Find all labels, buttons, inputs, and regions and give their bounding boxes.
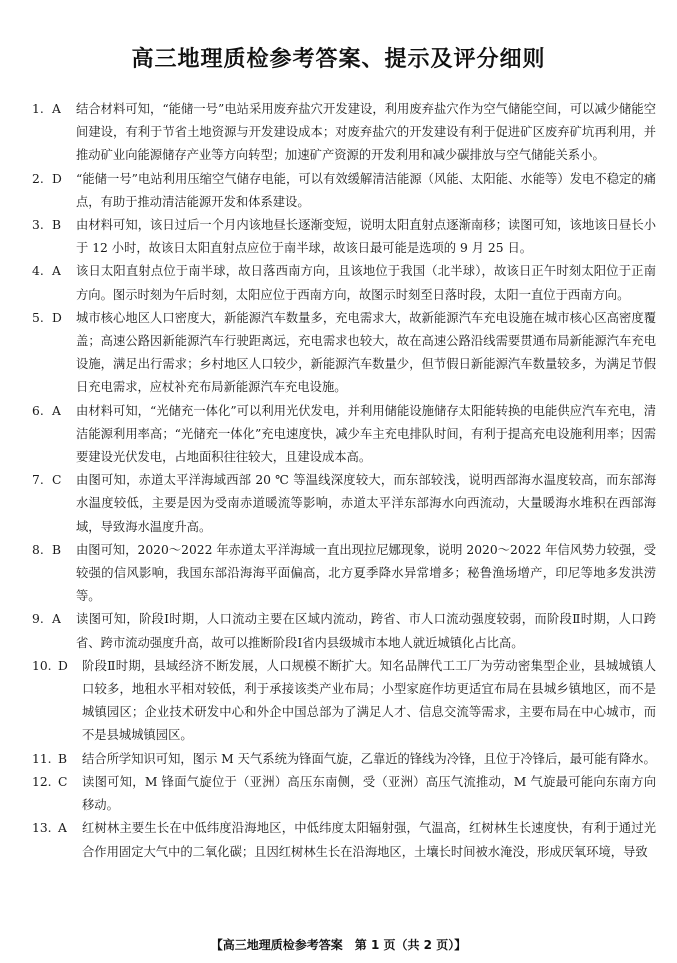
item-explanation: 由图可知，2020～2022 年赤道太平洋海域一直出现拉尼娜现象，说明 2020～2022 年信风势力较强，受较强的信风影响，我国东部沿海海平面偏高，北方夏季降水异常增多；秘鲁渔场增产，印尼等地多发洪涝等。: [76, 542, 656, 604]
item-explanation: “能储一号”电站利用压缩空气储存电能，可以有效缓解清洁能源（风能、太阳能、水能等）发电不稳定的痛点，有助于推动清洁能源开发和体系建设。: [76, 171, 656, 209]
answer-item-2: [32, 168, 656, 214]
item-number: 10.: [32, 658, 52, 673]
item-answer: A: [52, 612, 61, 627]
item-number: 4.: [32, 264, 44, 279]
item-number: 9.: [32, 612, 44, 627]
item-explanation: 阶段Ⅱ时期，县域经济不断发展，人口规模不断扩大。知名品牌代工工厂为劳动密集型企业，县城城镇人口较多，地租水平相对较低，利于承接该类产业布局；小型家庭作坊更适宜布局在县城乡镇地区，而不是城镇园区；企业技术研发中心和外企中国总部为了满足人才、信息交流等需求，主要布局在中心城市，而不是县城城镇园区。: [82, 658, 656, 743]
item-answer: D: [52, 310, 62, 325]
item-number: 1.: [32, 102, 44, 116]
answer-item-1: [32, 98, 656, 168]
answer-item-4: [32, 260, 656, 306]
item-answer: A: [52, 102, 61, 116]
item-answer: B: [58, 751, 68, 766]
answer-item-13: [32, 817, 656, 863]
answer-item-8: [32, 539, 656, 609]
item-answer: C: [52, 473, 62, 488]
item-explanation: 结合所学知识可知，图示 M 天气系统为锋面气旋，乙靠近的锋线为冷锋，且位于冷锋后，最可能有降水。: [82, 751, 656, 766]
item-explanation: 城市核心地区人口密度大，新能源汽车数量多，充电需求大，故新能源汽车充电设施在城市核心区高密度覆盖；高速公路因新能源汽车行驶距离远，充电需求也较大，故在高速公路沿线需要贯通布局新能源汽车充电设施，满足出行需求；乡村地区人口较少，新能源汽车数量少，但节假日新能源汽车数量较多，为满足节假日充电需求，应杖补充布局新能源汽车充电设施。: [76, 310, 656, 395]
item-explanation: 结合材料可知，“能储一号”电站采用废弃盐穴开发建设，利用废弃盐穴作为空气储能空间，可以减少储能空间建设，有利于节省土地资源与开发建设成本；对废弃盐穴的开发建设有利于促进矿区废弃矿坑再利用，并推动矿业向能源储存产业等方向转型；加速矿产资源的开发利用和减少碳排放与空气储能关系小。: [76, 102, 656, 163]
item-number: 11.: [32, 751, 52, 766]
item-explanation: 读图可知，阶段Ⅰ时期，人口流动主要在区域内流动，跨省、市人口流动强度较弱，而阶段Ⅱ时期，人口跨省、跨市流动强度升高，故可以推断阶段Ⅰ省内县级城市本地人就近城镇化占比高。: [76, 612, 656, 650]
page-footer: 【高三地理质检参考答案 第 1 页（共 2 页）】: [210, 938, 467, 952]
item-answer: D: [52, 171, 62, 186]
item-explanation: 由图可知，赤道太平洋海域西部 20 ℃ 等温线深度较大，而东部较浅，说明西部海水温度较高，而东部海水温度较低，主要是因为受南赤道暖流等影响，赤道太平洋东部海水向西流动，大量暖海水堆积在西部海域，导致海水温度升高。: [76, 473, 656, 534]
answer-item-7: [32, 469, 656, 539]
item-number: 8.: [32, 542, 44, 557]
item-answer: A: [58, 821, 67, 836]
page-title: 高三地理质检参考答案、提示及评分细则: [131, 47, 546, 72]
answer-list: [32, 98, 656, 864]
item-number: 13.: [32, 821, 52, 836]
answer-item-10: [32, 655, 656, 748]
item-number: 12.: [32, 774, 52, 789]
item-explanation: 由材料可知，“光储充一体化”可以利用光伏发电，并利用储能设施储存太阳能转换的电能供应汽车充电，清洁能源利用率高；“光储充一体化”充电速度快，减少车主充电排队时间，有利于提高充电设施利用率；因需要建设光伏发电，占地面积往往较大，且建设成本高。: [76, 403, 656, 465]
answer-item-12: [32, 771, 656, 817]
item-explanation: 读图可知，M 锋面气旋位于（亚洲）高压东南侧，受（亚洲）高压气流推动，M 气旋最可能向东南方向移动。: [82, 774, 656, 813]
item-number: 3.: [32, 218, 44, 233]
item-answer: D: [58, 658, 68, 673]
item-explanation: 该日太阳直射点位于南半球，故日落西南方向，且该地位于我国（北半球），故该日正午时刻太阳位于正南方向。图示时刻为午后时刻，太阳应位于西南方向，故图示时刻至日落时段，太阳一直位于西南方向。: [76, 264, 656, 302]
item-answer: B: [52, 218, 62, 233]
answer-item-3: [32, 214, 656, 260]
item-number: 2.: [32, 171, 44, 186]
answer-item-9: [32, 608, 656, 654]
item-answer: B: [52, 542, 62, 557]
item-explanation: 红树林主要生长在中低纬度沿海地区，中低纬度太阳辐射强，气温高，红树林生长速度快，有利于通过光合作用固定大气中的二氧化碳；且因红树林生长在沿海地区，土壤长时间被水淹没，形成厌氧环境，导致: [82, 821, 656, 859]
item-number: 7.: [32, 473, 44, 488]
item-answer: C: [58, 774, 68, 789]
item-number: 6.: [32, 403, 44, 418]
item-explanation: 由材料可知，该日过后一个月内该地昼长逐渐变短，说明太阳直射点逐渐南移；读图可知，该地该日昼长小于 12 小时，故该日太阳直射点应位于南半球，故该日最可能是选项的 9 月 25 日。: [76, 218, 656, 256]
answer-item-11: [32, 748, 656, 771]
item-answer: A: [52, 264, 61, 279]
answer-item-6: [32, 400, 656, 470]
item-answer: A: [52, 403, 61, 418]
answer-item-5: [32, 307, 656, 400]
item-number: 5.: [32, 310, 44, 325]
